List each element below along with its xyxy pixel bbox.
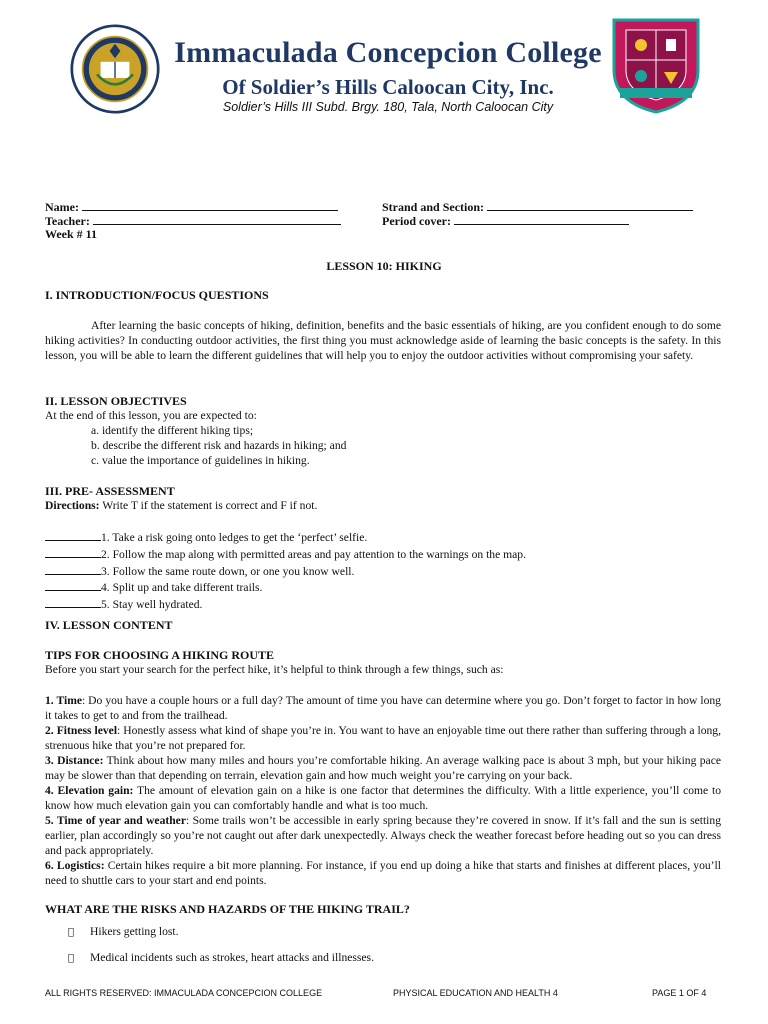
name-label: Name: bbox=[45, 200, 79, 214]
tip-label: 2. Fitness level bbox=[45, 724, 118, 737]
tip-label: 5. Time of year and weather bbox=[45, 814, 186, 827]
bullet-icon bbox=[68, 926, 90, 941]
assessment-item bbox=[45, 546, 526, 563]
week-label: Week # 11 bbox=[45, 227, 98, 241]
teacher-label: Teacher: bbox=[45, 214, 90, 228]
tip-text: Think about how many miles and hours you’re comfortable hiking. An average walking pace is about 3 mph, but your hiking pace may be slower than that depending on terrain, elevation gain and how much weight you’re carrying on your back. bbox=[45, 754, 721, 782]
tip-text: Certain hikes require a bit more planning. For instance, if you end up doing a hike that starts and finishes at different places, you’ll need to shuttle cars to your start and end points. bbox=[45, 859, 721, 887]
objectives-heading: II. LESSON OBJECTIVES bbox=[45, 394, 187, 408]
directions-text: Write T if the statement is correct and F if not. bbox=[99, 499, 318, 512]
intro-heading: I. INTRODUCTION/FOCUS QUESTIONS bbox=[45, 288, 269, 302]
shs-department-emblem bbox=[606, 10, 706, 114]
tips-subheading: TIPS FOR CHOOSING A HIKING ROUTE bbox=[45, 648, 275, 662]
risk-text: Medical incidents such as strokes, heart attacks and illnesses. bbox=[90, 951, 374, 964]
objective-item: a. identify the different hiking tips; bbox=[91, 424, 254, 437]
risk-text: Hikers getting lost. bbox=[90, 925, 179, 938]
directions bbox=[45, 499, 317, 514]
tip-label: 4. Elevation gain: bbox=[45, 784, 134, 797]
school-name: Immaculada Concepcion College bbox=[174, 36, 602, 69]
answer-blank[interactable] bbox=[45, 579, 101, 591]
assessment-statement: 2. Follow the map along with permitted areas and pay attention to the warnings on the map. bbox=[101, 547, 527, 561]
assessment-item bbox=[45, 579, 526, 596]
college-seal-logo bbox=[70, 24, 160, 114]
tip-text: : Some trails won’t be accessible in early spring because they’re covered in snow. If it’s fall and the sun is setting earlier, plan accordingly so you’re not caught out after dark unexpectedly. Always check the weather forecast before heading out so you can dress and pack appropriately. bbox=[45, 814, 721, 857]
bullet-icon bbox=[68, 952, 90, 967]
answer-blank[interactable] bbox=[45, 546, 101, 558]
lesson-title: LESSON 10: HIKING bbox=[326, 259, 442, 273]
tip-label: 6. Logistics: bbox=[45, 859, 105, 872]
assessment-item bbox=[45, 529, 526, 546]
pre-assessment-heading: III. PRE- ASSESSMENT bbox=[45, 484, 175, 498]
period-blank[interactable] bbox=[454, 213, 629, 225]
risk-item bbox=[68, 951, 374, 967]
risk-item bbox=[68, 925, 179, 941]
objectives-lead: At the end of this lesson, you are expected to: bbox=[45, 409, 257, 422]
tip-text: The amount of elevation gain on a hike is one factor that determines the difficulty. With a little experience, you’ll come to know how much elevation gain you can comfortably handle and what is too much. bbox=[45, 784, 721, 812]
assessment-statement: 1. Take a risk going onto ledges to get the ‘perfect’ selfie. bbox=[101, 531, 368, 544]
school-subtitle: Of Soldier’s Hills Caloocan City, Inc. bbox=[222, 75, 554, 99]
risks-heading: WHAT ARE THE RISKS AND HAZARDS OF THE HIKING TRAIL? bbox=[45, 902, 410, 916]
answer-blank[interactable] bbox=[45, 563, 101, 575]
tips-list bbox=[45, 693, 721, 888]
content-heading: IV. LESSON CONTENT bbox=[45, 618, 173, 632]
tip-item bbox=[45, 813, 721, 858]
tip-item bbox=[45, 753, 721, 783]
footer-subject: PHYSICAL EDUCATION AND HEALTH 4 bbox=[393, 988, 558, 998]
tip-text: : Do you have a couple hours or a full day? The amount of time you have can determine where you go. Don’t forget to factor in how long it takes to get to and from the trailhead. bbox=[45, 694, 721, 722]
tip-label: 1. Time bbox=[45, 694, 82, 707]
footer-rights: ALL RIGHTS RESERVED: IMMACULADA CONCEPCION COLLEGE bbox=[45, 988, 323, 998]
strand-label: Strand and Section: bbox=[382, 200, 485, 214]
answer-blank[interactable] bbox=[45, 596, 101, 608]
teacher-blank[interactable] bbox=[93, 213, 341, 225]
tip-item bbox=[45, 723, 721, 753]
period-field bbox=[382, 213, 629, 229]
assessment-item bbox=[45, 596, 526, 613]
objective-item: b. describe the different risk and hazards in hiking; and bbox=[91, 438, 347, 452]
footer-page-number: PAGE 1 OF 4 bbox=[652, 988, 707, 998]
name-blank[interactable] bbox=[82, 199, 338, 211]
tip-item bbox=[45, 783, 721, 813]
tip-item bbox=[45, 858, 721, 888]
assessment-statement: 5. Stay well hydrated. bbox=[101, 598, 203, 612]
tip-label: 3. Distance: bbox=[45, 754, 104, 767]
tip-item bbox=[45, 693, 721, 723]
strand-blank[interactable] bbox=[487, 199, 693, 211]
school-address: Soldier’s Hills III Subd. Brgy. 180, Tala, North Caloocan City bbox=[222, 100, 554, 114]
assessment-statement: 3. Follow the same route down, or one you know well. bbox=[101, 564, 355, 578]
period-label: Period cover: bbox=[382, 214, 451, 228]
answer-blank[interactable] bbox=[45, 529, 101, 541]
intro-paragraph: After learning the basic concepts of hiking, definition, benefits and the basic essentials of hiking, are you confident enough to do some hiking activities? In conducting outdoor activities, the first thing you must acknowledge aside of learning the basic concepts is the safety. In this lesson, you will be able to learn the different guidelines that will help you to enjoy the outdoor activities without compromising your safety. bbox=[45, 319, 721, 362]
assessment-statement: 4. Split up and take different trails. bbox=[101, 581, 263, 595]
pre-assessment-list bbox=[45, 529, 526, 613]
directions-label: Directions: bbox=[45, 499, 100, 512]
tip-text: : Honestly assess what kind of shape you’re in. You want to have an enjoyable time out there rather than suffering through a long, strenuous hike that you’re not prepared for. bbox=[45, 724, 721, 752]
assessment-item bbox=[45, 563, 526, 580]
objectives-list bbox=[91, 424, 346, 468]
tips-lead: Before you start your search for the perfect hike, it’s helpful to think through a few things, such as: bbox=[45, 663, 504, 676]
objective-item: c. value the importance of guidelines in hiking. bbox=[91, 453, 310, 467]
